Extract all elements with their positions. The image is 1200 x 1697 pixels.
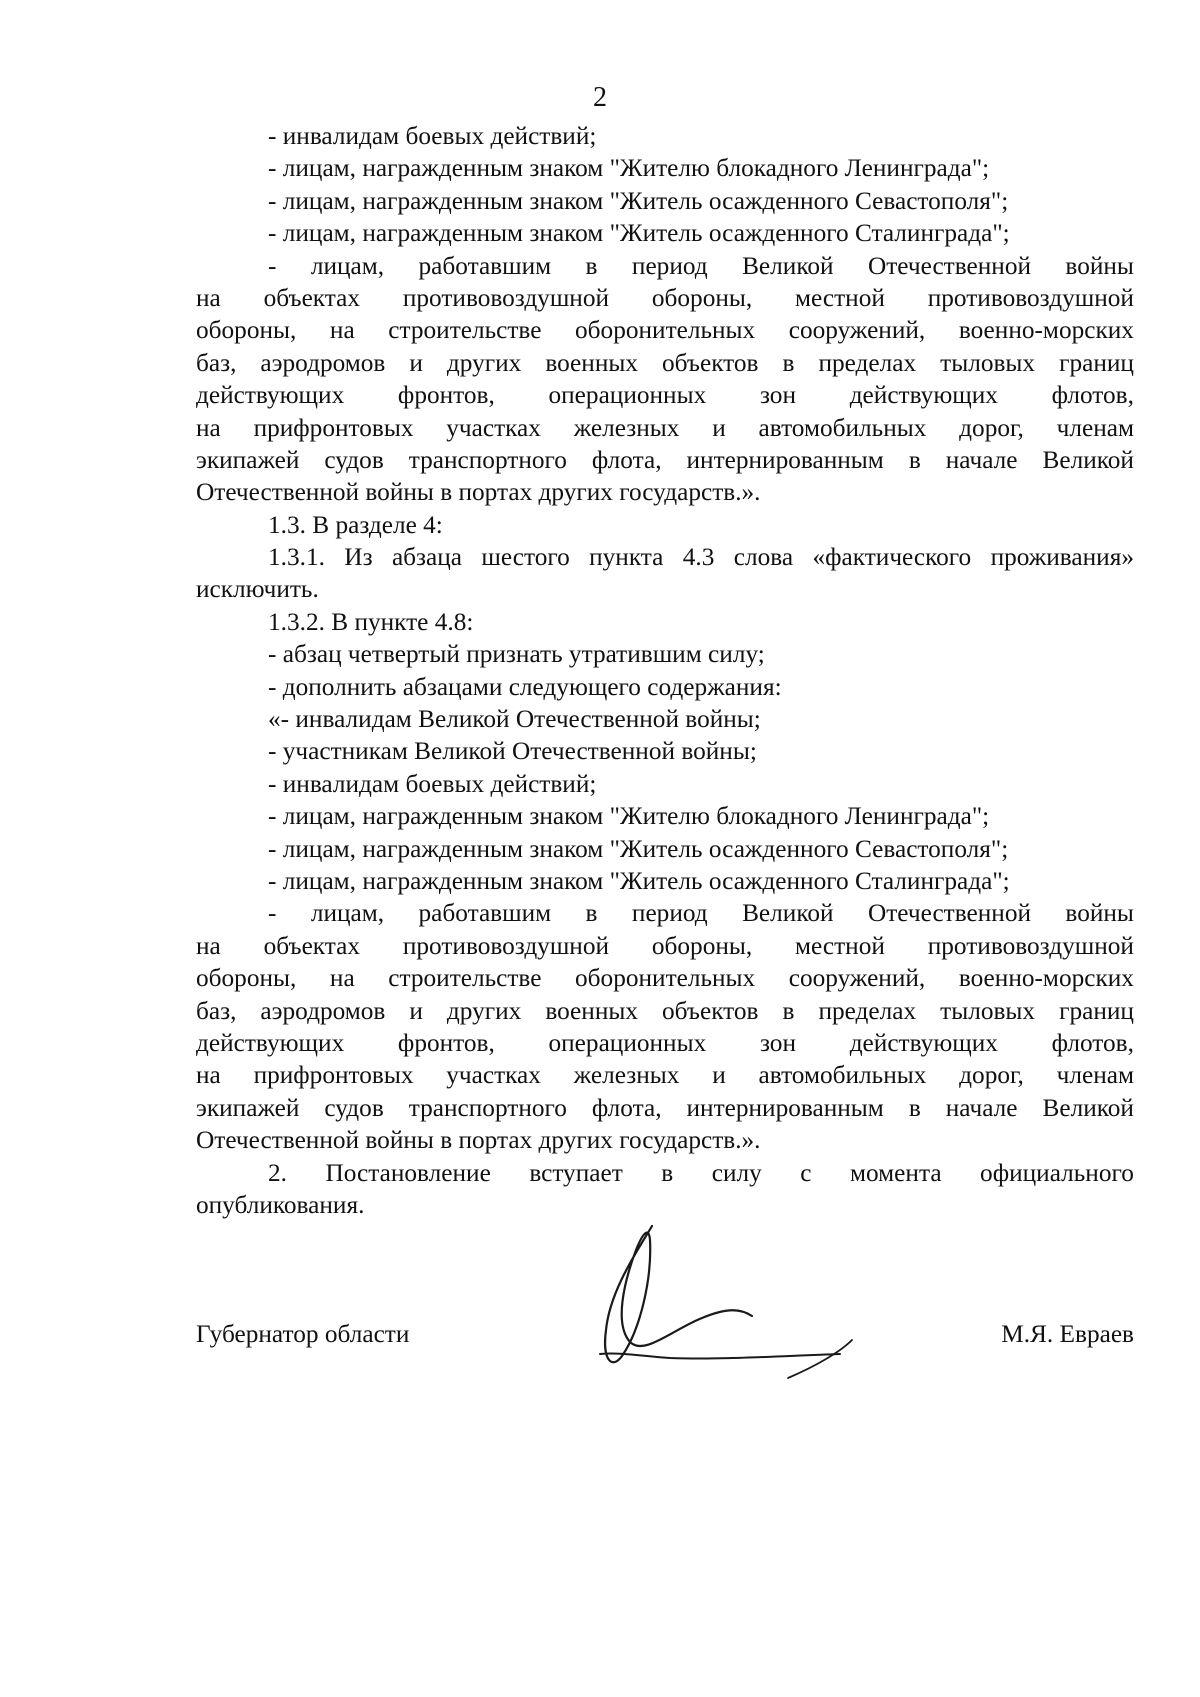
- paragraph-line: [196, 379, 1134, 411]
- word: в: [908, 1093, 921, 1122]
- word: в: [908, 445, 921, 474]
- word: на: [196, 931, 221, 960]
- word: границ: [1059, 996, 1134, 1025]
- word: обороны,: [196, 316, 297, 345]
- word: баз,: [196, 348, 237, 377]
- paragraph-line: [196, 1092, 1134, 1124]
- word: других: [446, 996, 522, 1025]
- word: момента: [850, 1158, 942, 1187]
- word: фронтов,: [397, 1028, 495, 1057]
- word: фронтов,: [397, 381, 495, 410]
- word: Отечественной: [867, 251, 1032, 280]
- word: местной: [795, 931, 885, 960]
- paragraph: - инвалидам боевых действий;: [268, 122, 597, 150]
- word: начале: [945, 1093, 1018, 1122]
- word: военно-морских: [958, 316, 1134, 345]
- word: Великой: [742, 899, 834, 928]
- paragraph-line: [196, 282, 1134, 314]
- signer-name: М.Я. Евраев: [1001, 1320, 1134, 1348]
- word: пункта: [589, 543, 664, 572]
- paragraph-block: [196, 250, 1134, 509]
- word: Великой: [1042, 1093, 1134, 1122]
- word: флотов,: [1051, 381, 1134, 410]
- paragraph-line: [196, 1027, 1134, 1059]
- page-number: 2: [593, 82, 607, 113]
- word: зон: [759, 1028, 796, 1057]
- paragraph: - лицам, награжденным знаком "Житель осажденного Сталинграда";: [268, 219, 1010, 248]
- word: баз,: [196, 996, 237, 1025]
- paragraph-line: [196, 1157, 1134, 1189]
- paragraph-line: [196, 412, 1134, 444]
- word: Великой: [1042, 445, 1134, 474]
- word: работавшим: [418, 899, 552, 928]
- paragraph-block: [196, 897, 1134, 1156]
- paragraph: - лицам, награжденным знаком "Житель осажденного Сталинграда";: [268, 866, 1010, 895]
- section-heading: 1.3.2. В пункте 4.8:: [268, 607, 474, 636]
- paragraph: - лицам, награжденным знаком "Жителю блокадного Ленинграда";: [268, 154, 990, 183]
- word: автомобильных: [758, 413, 927, 442]
- word: местной: [795, 283, 885, 312]
- word: работавшим: [418, 251, 552, 280]
- word: сооружений,: [788, 316, 926, 345]
- word: дорог,: [959, 1061, 1024, 1090]
- word: противовоздушной: [927, 931, 1134, 960]
- paragraph-line: [196, 962, 1134, 994]
- signature-block: [196, 1314, 1134, 1354]
- word: судов: [324, 1093, 384, 1122]
- section-heading: 1.3. В разделе 4:: [268, 510, 443, 539]
- word: объектах: [263, 931, 361, 960]
- word: объектов: [662, 996, 759, 1025]
- word: шестого: [481, 543, 570, 572]
- paragraph: - участникам Великой Отечественной войны;: [268, 737, 757, 766]
- word: операционных: [548, 381, 707, 410]
- word: военных: [545, 996, 639, 1025]
- word: транспортного: [408, 1093, 567, 1122]
- word: других: [446, 348, 522, 377]
- document-body: [196, 120, 1134, 1221]
- word: оборонительных: [575, 316, 756, 345]
- paragraph-line: [196, 930, 1134, 962]
- paragraph-line: [196, 347, 1134, 379]
- word: и: [712, 1061, 726, 1090]
- word: прифронтовых: [253, 413, 414, 442]
- word: участках: [446, 413, 541, 442]
- paragraph-line: опубликования.: [196, 1190, 365, 1219]
- word: аэродромов: [260, 996, 386, 1025]
- word: аэродромов: [260, 348, 386, 377]
- word: на: [196, 283, 221, 312]
- word: действующих: [849, 1028, 998, 1057]
- word: флота,: [591, 1093, 662, 1122]
- paragraph: «- инвалидам Великой Отечественной войны;: [268, 705, 761, 734]
- word: официального: [980, 1158, 1134, 1187]
- word: тыловых: [940, 996, 1036, 1025]
- word: железных: [573, 1061, 680, 1090]
- word: Из: [344, 543, 373, 572]
- word: интернированным: [686, 445, 884, 474]
- word: период: [631, 899, 708, 928]
- word: противовоздушной: [402, 283, 610, 312]
- word: силу: [711, 1158, 762, 1187]
- word: -: [268, 899, 277, 928]
- word: объектов: [662, 348, 759, 377]
- paragraph-block: [196, 541, 1134, 606]
- word: действующих: [849, 381, 998, 410]
- word: строительстве: [388, 316, 542, 345]
- word: флотов,: [1051, 1028, 1134, 1057]
- word: объектах: [263, 283, 361, 312]
- paragraph: - дополнить абзацами следующего содержания:: [268, 672, 782, 701]
- word: Постановление: [325, 1158, 491, 1187]
- word: период: [631, 251, 708, 280]
- word: действующих: [196, 1028, 345, 1057]
- word: экипажей: [196, 1093, 300, 1122]
- word: начале: [945, 445, 1018, 474]
- paragraph-line: исключить.: [196, 575, 319, 604]
- word: и: [409, 348, 423, 377]
- word: прифронтовых: [253, 1061, 414, 1090]
- word: транспортного: [408, 445, 567, 474]
- word: на: [196, 1061, 221, 1090]
- word: интернированным: [686, 1093, 884, 1122]
- word: 4.3: [682, 543, 715, 572]
- word: в: [585, 899, 598, 928]
- paragraph: - лицам, награжденным знаком "Житель осажденного Севастополя";: [268, 186, 1009, 215]
- paragraph-line: [196, 1059, 1134, 1091]
- word: противовоздушной: [402, 931, 610, 960]
- word: войны: [1065, 251, 1134, 280]
- word: действующих: [196, 381, 345, 410]
- word: проживания»: [990, 543, 1134, 572]
- word: операционных: [548, 1028, 707, 1057]
- paragraph: - лицам, награжденным знаком "Житель осажденного Севастополя";: [268, 834, 1009, 863]
- signer-title: Губернатор области: [196, 1320, 410, 1348]
- word: войны: [1065, 899, 1134, 928]
- word: на: [196, 413, 221, 442]
- word: в: [782, 348, 795, 377]
- word: на: [329, 964, 355, 993]
- word: слова: [733, 543, 794, 572]
- paragraph: - инвалидам боевых действий;: [268, 769, 597, 798]
- paragraph: - абзац четвертый признать утратившим силу;: [268, 640, 765, 669]
- word: в: [661, 1158, 674, 1187]
- word: 1.3.1.: [268, 543, 325, 572]
- word: флота,: [591, 445, 662, 474]
- word: обороны,: [196, 964, 297, 993]
- word: пределах: [818, 996, 917, 1025]
- word: членам: [1056, 1061, 1134, 1090]
- paragraph: - лицам, награжденным знаком "Жителю блокадного Ленинграда";: [268, 802, 990, 831]
- word: в: [782, 996, 795, 1025]
- paragraph-line: [196, 250, 1134, 282]
- word: участках: [446, 1061, 541, 1090]
- word: Великой: [742, 251, 834, 280]
- paragraph-line: [196, 897, 1134, 929]
- word: пределах: [818, 348, 917, 377]
- word: «фактического: [812, 543, 972, 572]
- word: и: [409, 996, 423, 1025]
- word: железных: [573, 413, 680, 442]
- handwritten-signature: [540, 1220, 880, 1400]
- paragraph-line: Отечественной войны в портах других государств.».: [196, 1126, 761, 1155]
- word: лицам,: [310, 251, 385, 280]
- word: судов: [324, 445, 384, 474]
- word: Отечественной: [867, 899, 1032, 928]
- paragraph-line: [196, 541, 1134, 573]
- word: строительстве: [388, 964, 542, 993]
- word: и: [712, 413, 726, 442]
- word: -: [268, 251, 277, 280]
- word: границ: [1059, 348, 1134, 377]
- word: военно-морских: [958, 964, 1134, 993]
- word: оборонительных: [575, 964, 756, 993]
- word: автомобильных: [758, 1061, 927, 1090]
- word: дорог,: [959, 413, 1024, 442]
- paragraph-block: [196, 1157, 1134, 1222]
- word: тыловых: [940, 348, 1036, 377]
- word: 2.: [268, 1158, 287, 1187]
- word: в: [585, 251, 598, 280]
- paragraph-line: [196, 995, 1134, 1027]
- word: на: [329, 316, 355, 345]
- word: вступает: [529, 1158, 623, 1187]
- paragraph-line: [196, 314, 1134, 346]
- word: с: [800, 1158, 812, 1187]
- word: сооружений,: [788, 964, 926, 993]
- word: членам: [1056, 413, 1134, 442]
- word: противовоздушной: [927, 283, 1134, 312]
- word: экипажей: [196, 445, 300, 474]
- paragraph-line: Отечественной войны в портах других государств.».: [196, 478, 761, 507]
- word: лицам,: [310, 899, 385, 928]
- paragraph-line: [196, 444, 1134, 476]
- word: абзаца: [391, 543, 463, 572]
- word: военных: [545, 348, 639, 377]
- word: зон: [759, 381, 796, 410]
- word: обороны,: [651, 931, 753, 960]
- word: обороны,: [651, 283, 753, 312]
